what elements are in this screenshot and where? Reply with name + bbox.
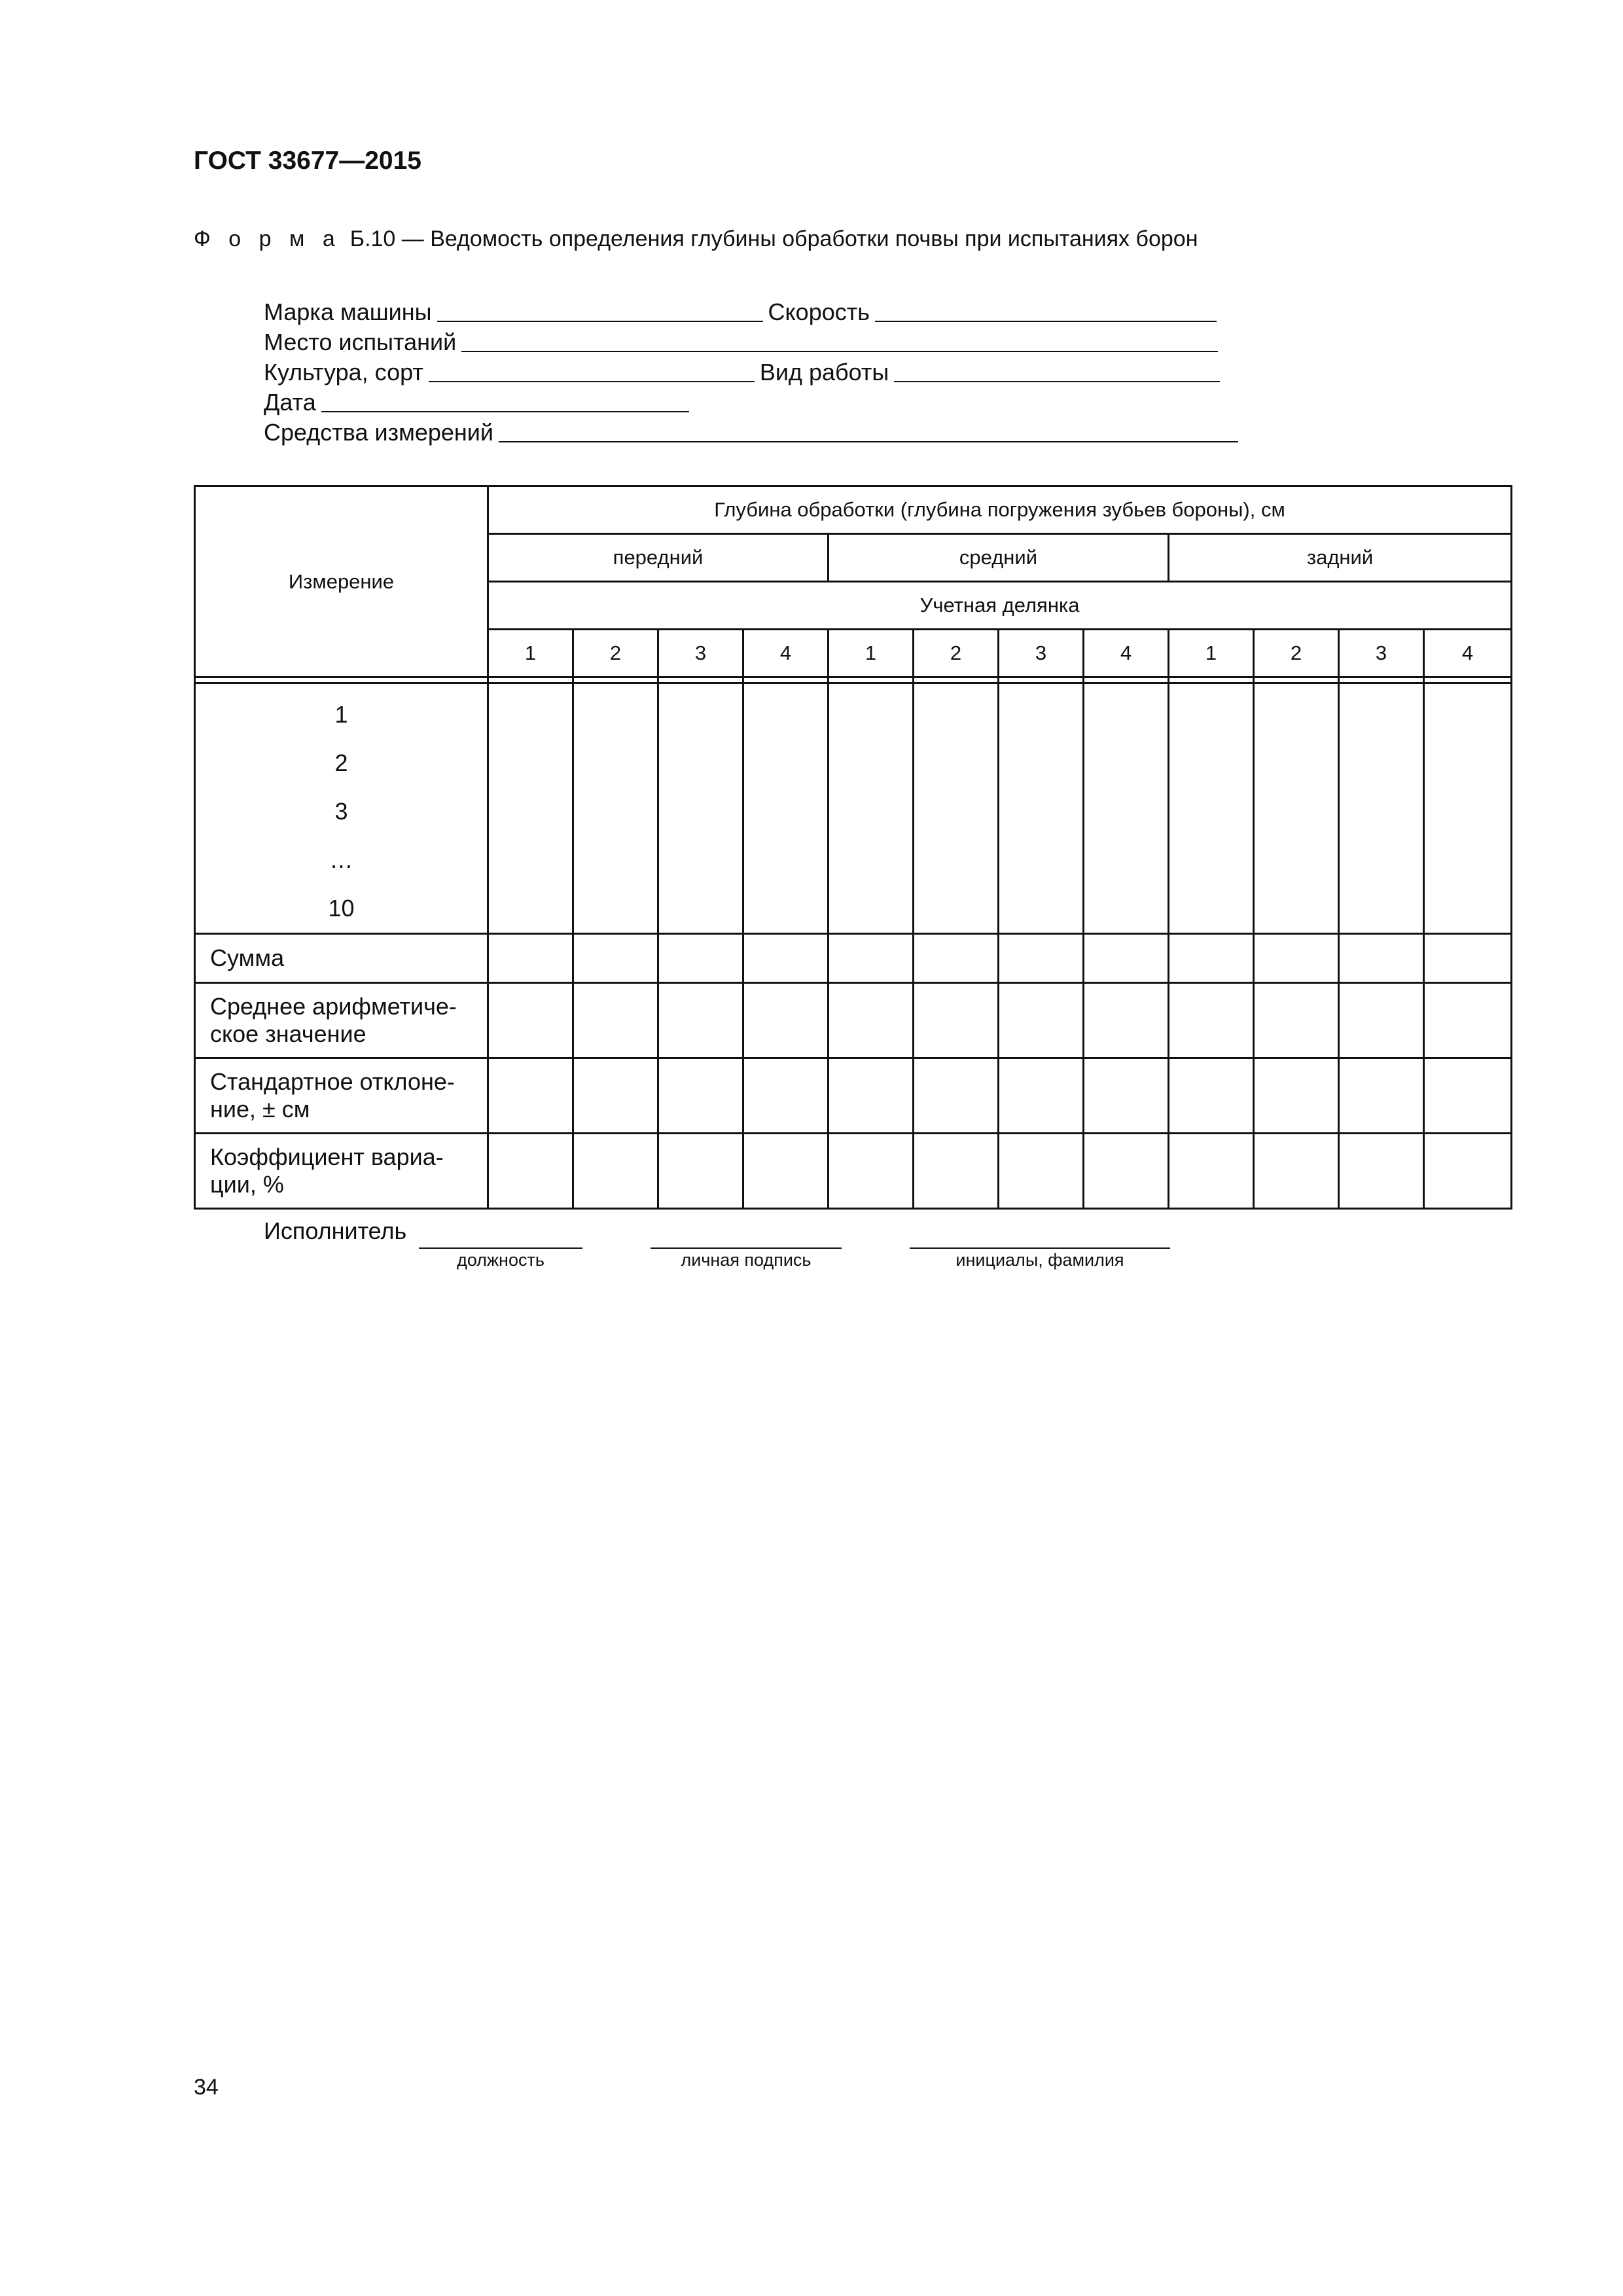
data-cell[interactable]: [1339, 683, 1424, 934]
header-plot-number: 1: [829, 630, 914, 677]
data-cell[interactable]: [658, 1058, 743, 1134]
blank-machine-brand[interactable]: [437, 298, 763, 322]
data-cell[interactable]: [1084, 683, 1169, 934]
field-row-date: [264, 389, 694, 419]
header-plot-number: 2: [914, 630, 999, 677]
separator-cell: [658, 677, 743, 683]
data-cell[interactable]: [1254, 683, 1339, 934]
separator-cell: [1169, 677, 1254, 683]
label-date: Дата: [264, 389, 316, 416]
form-title-text: Б.10 — Ведомость определения глубины обработки почвы при испытаниях борон: [349, 226, 1198, 251]
header-measurement: Измерение: [195, 486, 488, 677]
data-cell[interactable]: [573, 1134, 658, 1209]
data-cell[interactable]: [488, 983, 573, 1058]
measurement-number: 1: [334, 701, 348, 728]
data-cell[interactable]: [658, 983, 743, 1058]
separator-cell: [743, 677, 829, 683]
form-label: Ф о р м а: [194, 226, 341, 251]
data-cell[interactable]: [658, 934, 743, 983]
data-cell[interactable]: [999, 934, 1084, 983]
field-row-machine-speed: [264, 298, 1222, 329]
caption-position: должность: [457, 1250, 544, 1270]
data-cell[interactable]: [488, 1058, 573, 1134]
page-number: 34: [194, 2075, 219, 2100]
summary-label: Стандартное отклоне- ние, ± см: [195, 1058, 488, 1134]
blank-test-place[interactable]: [461, 329, 1218, 352]
header-depth: Глубина обработки (глубина погружения зубьев бороны), см: [488, 486, 1512, 534]
header-plot-number: 1: [1169, 630, 1254, 677]
separator-cell: [999, 677, 1084, 683]
header-row-depth: [195, 486, 1512, 534]
blank-measurement-tools[interactable]: [499, 419, 1238, 442]
data-cell[interactable]: [829, 1134, 914, 1209]
data-cell[interactable]: [1254, 934, 1339, 983]
data-cell[interactable]: [1339, 1134, 1424, 1209]
data-cell[interactable]: [488, 934, 573, 983]
summary-row: [195, 934, 1512, 983]
data-cell[interactable]: [1169, 1058, 1254, 1134]
data-cell[interactable]: [573, 983, 658, 1058]
label-work-type: Вид работы: [759, 359, 889, 386]
caption-signature: личная подпись: [681, 1250, 812, 1270]
header-plot-number: 3: [999, 630, 1084, 677]
summary-label: Среднее арифметиче- ское значение: [195, 983, 488, 1058]
blank-speed[interactable]: [875, 298, 1217, 322]
data-cell[interactable]: [1254, 1134, 1339, 1209]
label-machine-brand: Марка машины: [264, 298, 432, 325]
data-cell[interactable]: [999, 1058, 1084, 1134]
data-cell[interactable]: [829, 934, 914, 983]
data-cell[interactable]: [829, 1058, 914, 1134]
measurement-list: [195, 683, 488, 934]
separator-cell: [195, 677, 488, 683]
summary-label: Сумма: [195, 934, 488, 983]
data-cell[interactable]: [1254, 983, 1339, 1058]
data-cell[interactable]: [743, 983, 829, 1058]
summary-label: Коэффициент вариа- ции, %: [195, 1134, 488, 1209]
data-cell[interactable]: [999, 1134, 1084, 1209]
data-cell[interactable]: [1169, 983, 1254, 1058]
summary-row: [195, 983, 1512, 1058]
header-group: средний: [829, 534, 1169, 582]
label-speed: Скорость: [768, 298, 870, 325]
data-cell[interactable]: [1084, 983, 1169, 1058]
caption-name: инициалы, фамилия: [955, 1250, 1124, 1270]
data-cell[interactable]: [1169, 1134, 1254, 1209]
data-cell[interactable]: [488, 1134, 573, 1209]
summary-row: [195, 1058, 1512, 1134]
data-cell[interactable]: [488, 683, 573, 934]
header-plot-number: 2: [1254, 630, 1339, 677]
data-cell[interactable]: [573, 1058, 658, 1134]
data-cell[interactable]: [1254, 1058, 1339, 1134]
separator-cell: [1084, 677, 1169, 683]
label-measurement-tools: Средства измерений: [264, 419, 494, 446]
data-cell[interactable]: [743, 1058, 829, 1134]
data-cell[interactable]: [743, 934, 829, 983]
form-title: [194, 226, 1198, 252]
signature-line-name[interactable]: [910, 1247, 1170, 1249]
data-cell[interactable]: [829, 683, 914, 934]
separator-cell: [1424, 677, 1512, 683]
measurement-number: 3: [334, 798, 348, 825]
data-cell[interactable]: [658, 1134, 743, 1209]
label-test-place: Место испытаний: [264, 329, 457, 355]
data-cell[interactable]: [914, 683, 999, 934]
data-cell[interactable]: [1424, 1058, 1512, 1134]
data-cell[interactable]: [1424, 683, 1512, 934]
data-cell[interactable]: [1339, 983, 1424, 1058]
data-cell[interactable]: [1339, 1058, 1424, 1134]
data-cell[interactable]: [1424, 934, 1512, 983]
header-plot-number: 3: [1339, 630, 1424, 677]
separator-cell: [488, 677, 573, 683]
separator-cell: [1339, 677, 1424, 683]
separator-cell: [1254, 677, 1339, 683]
blank-work-type[interactable]: [894, 359, 1220, 382]
document-code: ГОСТ 33677—2015: [194, 147, 421, 175]
data-cell[interactable]: [1169, 934, 1254, 983]
summary-row: [195, 1134, 1512, 1209]
measurement-block: [195, 683, 1512, 934]
data-cell[interactable]: [999, 683, 1084, 934]
data-cell[interactable]: [1084, 1058, 1169, 1134]
signature-line-position[interactable]: [419, 1247, 582, 1249]
data-cell[interactable]: [999, 983, 1084, 1058]
data-cell[interactable]: [743, 683, 829, 934]
header-group: задний: [1169, 534, 1512, 582]
data-cell[interactable]: [829, 983, 914, 1058]
header-separator: [195, 677, 1512, 683]
data-cell[interactable]: [1084, 1134, 1169, 1209]
data-cell[interactable]: [914, 1058, 999, 1134]
measurement-number: …: [329, 846, 353, 873]
header-group: передний: [488, 534, 829, 582]
data-cell[interactable]: [1424, 983, 1512, 1058]
header-plot-number: 4: [1424, 630, 1512, 677]
field-row-crop-work: [264, 359, 1225, 389]
blank-date[interactable]: [321, 389, 689, 412]
data-cell[interactable]: [1169, 683, 1254, 934]
separator-cell: [829, 677, 914, 683]
data-cell[interactable]: [743, 1134, 829, 1209]
field-row-measurement-tools: [264, 419, 1243, 449]
data-cell[interactable]: [914, 934, 999, 983]
data-cell[interactable]: [1084, 934, 1169, 983]
data-cell[interactable]: [658, 683, 743, 934]
header-plot-number: 4: [1084, 630, 1169, 677]
executor-label: Исполнитель: [264, 1217, 407, 1244]
depth-measurement-table: [194, 485, 1512, 1210]
data-cell[interactable]: [573, 934, 658, 983]
header-plot: Учетная делянка: [488, 582, 1512, 630]
data-cell[interactable]: [1339, 934, 1424, 983]
header-plot-number: 3: [658, 630, 743, 677]
measurement-number: 2: [334, 749, 348, 776]
header-plot-number: 1: [488, 630, 573, 677]
signature-line-signature[interactable]: [651, 1247, 842, 1249]
separator-cell: [573, 677, 658, 683]
blank-crop-variety[interactable]: [429, 359, 755, 382]
header-plot-number: 2: [573, 630, 658, 677]
label-crop-variety: Культура, сорт: [264, 359, 423, 386]
measurement-number: 10: [328, 895, 355, 922]
data-cell[interactable]: [914, 983, 999, 1058]
separator-cell: [914, 677, 999, 683]
data-cell[interactable]: [914, 1134, 999, 1209]
data-cell[interactable]: [1424, 1134, 1512, 1209]
field-row-test-place: [264, 329, 1223, 359]
header-plot-number: 4: [743, 630, 829, 677]
data-cell[interactable]: [573, 683, 658, 934]
